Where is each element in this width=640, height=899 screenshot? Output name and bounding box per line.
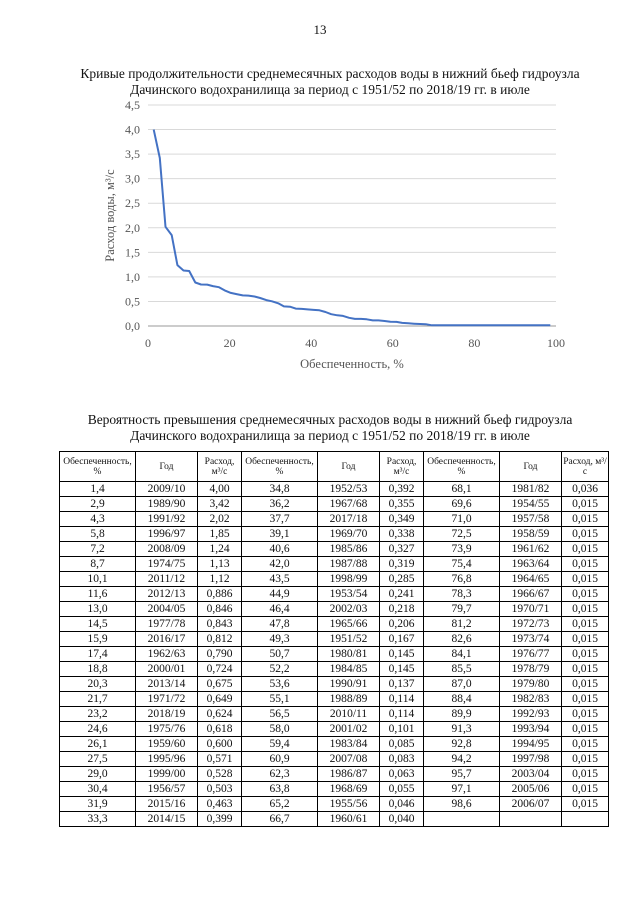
- table-cell: 0,463: [198, 797, 242, 812]
- table-cell: 0,503: [198, 782, 242, 797]
- table-cell: 56,5: [242, 707, 318, 722]
- x-tick-label: 100: [547, 336, 565, 350]
- table-cell: 0,015: [562, 617, 609, 632]
- table-cell: 63,8: [242, 782, 318, 797]
- table-cell: 1962/63: [136, 647, 198, 662]
- table-cell: 82,6: [424, 632, 500, 647]
- table-cell: 3,42: [198, 497, 242, 512]
- table-cell: 1997/98: [500, 752, 562, 767]
- table-cell: 0,846: [198, 602, 242, 617]
- table-cell: 1956/57: [136, 782, 198, 797]
- table-cell: 71,0: [424, 512, 500, 527]
- table-cell: 1963/64: [500, 557, 562, 572]
- table-cell: 75,4: [424, 557, 500, 572]
- table-cell: 8,7: [60, 557, 136, 572]
- table-cell: 98,6: [424, 797, 500, 812]
- table-cell: 0,015: [562, 572, 609, 587]
- table-cell: 0,015: [562, 662, 609, 677]
- table-row: [60, 767, 609, 782]
- table-cell: 2002/03: [318, 602, 380, 617]
- table-header-cell: Год: [500, 452, 562, 482]
- table-cell: 0,285: [380, 572, 424, 587]
- table-cell: 0,063: [380, 767, 424, 782]
- table-cell: 0,624: [198, 707, 242, 722]
- x-axis-label: Обеспеченность, %: [300, 357, 404, 371]
- table-cell: 0,206: [380, 617, 424, 632]
- table-cell: 44,9: [242, 587, 318, 602]
- table-cell: 62,3: [242, 767, 318, 782]
- table-cell: 36,2: [242, 497, 318, 512]
- table-cell: 46,4: [242, 602, 318, 617]
- table-row: [60, 572, 609, 587]
- table-cell: 0,241: [380, 587, 424, 602]
- table-row: [60, 497, 609, 512]
- table-cell: 53,6: [242, 677, 318, 692]
- table-cell: 0,015: [562, 737, 609, 752]
- table-cell: 0,145: [380, 662, 424, 677]
- table-cell: 52,2: [242, 662, 318, 677]
- table-cell: 84,1: [424, 647, 500, 662]
- table-row: [60, 692, 609, 707]
- table-cell: 0,218: [380, 602, 424, 617]
- table-row: [60, 527, 609, 542]
- table-cell: 1980/81: [318, 647, 380, 662]
- exceedance-table: [59, 451, 609, 827]
- table-cell: 1955/56: [318, 797, 380, 812]
- table-cell: 1954/55: [500, 497, 562, 512]
- table-cell: 1952/53: [318, 482, 380, 497]
- table-cell: 1973/74: [500, 632, 562, 647]
- table-cell: 1964/65: [500, 572, 562, 587]
- table-cell: 18,8: [60, 662, 136, 677]
- table-cell: 4,00: [198, 482, 242, 497]
- table-cell: 0,355: [380, 497, 424, 512]
- table-cell: 0,790: [198, 647, 242, 662]
- table-cell: 20,3: [60, 677, 136, 692]
- table-cell: 0,399: [198, 812, 242, 827]
- table-row: [60, 677, 609, 692]
- table-cell: 0,114: [380, 707, 424, 722]
- table-row: [60, 782, 609, 797]
- table-cell: 1966/67: [500, 587, 562, 602]
- table-cell: 2007/08: [318, 752, 380, 767]
- table-row: [60, 632, 609, 647]
- table-cell: 1988/89: [318, 692, 380, 707]
- table-cell: 1998/99: [318, 572, 380, 587]
- table-cell: 2013/14: [136, 677, 198, 692]
- table-cell: 2015/16: [136, 797, 198, 812]
- table-cell: 1,4: [60, 482, 136, 497]
- table-row: [60, 812, 609, 827]
- table-cell: 5,8: [60, 527, 136, 542]
- table-row: [60, 662, 609, 677]
- table-cell: 1958/59: [500, 527, 562, 542]
- y-tick-label: 4,5: [125, 98, 140, 112]
- table-cell: 1953/54: [318, 587, 380, 602]
- table-cell: 0,015: [562, 782, 609, 797]
- table-cell: 1972/73: [500, 617, 562, 632]
- table-cell: 1960/61: [318, 812, 380, 827]
- table-cell: 0,015: [562, 527, 609, 542]
- table-cell: 1,13: [198, 557, 242, 572]
- table-header-cell: Обеспеченность, %: [242, 452, 318, 482]
- table-cell: 1970/71: [500, 602, 562, 617]
- table-cell: 2003/04: [500, 767, 562, 782]
- table-cell: 78,3: [424, 587, 500, 602]
- table-cell: [562, 812, 609, 827]
- table-cell: 30,4: [60, 782, 136, 797]
- table-cell: 37,7: [242, 512, 318, 527]
- table-header-cell: Год: [318, 452, 380, 482]
- table-cell: 0,114: [380, 692, 424, 707]
- table-cell: 1989/90: [136, 497, 198, 512]
- table-cell: 0,040: [380, 812, 424, 827]
- table-header-cell: Расход, м³/с: [198, 452, 242, 482]
- y-tick-label: 2,5: [125, 196, 140, 211]
- table-cell: 1995/96: [136, 752, 198, 767]
- table-cell: 92,8: [424, 737, 500, 752]
- table-cell: 2011/12: [136, 572, 198, 587]
- table-cell: 1,12: [198, 572, 242, 587]
- table-cell: 1974/75: [136, 557, 198, 572]
- table-cell: 1975/76: [136, 722, 198, 737]
- table-cell: 0,349: [380, 512, 424, 527]
- table-cell: 0,137: [380, 677, 424, 692]
- y-tick-label: 4,0: [125, 122, 140, 137]
- table-cell: 7,2: [60, 542, 136, 557]
- table-cell: 79,7: [424, 602, 500, 617]
- table-cell: 34,8: [242, 482, 318, 497]
- table-cell: 0,015: [562, 557, 609, 572]
- table-cell: 1976/77: [500, 647, 562, 662]
- table-cell: 42,0: [242, 557, 318, 572]
- table-cell: 0,083: [380, 752, 424, 767]
- y-tick-label: 3,0: [125, 171, 140, 186]
- table-row: [60, 482, 609, 497]
- table-cell: 1,85: [198, 527, 242, 542]
- y-tick-label: 3,5: [125, 147, 140, 162]
- table-cell: 94,2: [424, 752, 500, 767]
- table-cell: 39,1: [242, 527, 318, 542]
- table-cell: 1961/62: [500, 542, 562, 557]
- table-cell: 0,649: [198, 692, 242, 707]
- table-cell: 0,015: [562, 767, 609, 782]
- table-cell: 1993/94: [500, 722, 562, 737]
- table-cell: 0,571: [198, 752, 242, 767]
- table-cell: 0,015: [562, 587, 609, 602]
- table-cell: 91,3: [424, 722, 500, 737]
- table-row: [60, 542, 609, 557]
- table-cell: 60,9: [242, 752, 318, 767]
- y-tick-label: 1,0: [125, 269, 140, 284]
- y-tick-label: 1,5: [125, 245, 140, 260]
- table-cell: 76,8: [424, 572, 500, 587]
- table-cell: 1968/69: [318, 782, 380, 797]
- table-cell: 2018/19: [136, 707, 198, 722]
- table-cell: 58,0: [242, 722, 318, 737]
- table-cell: 17,4: [60, 647, 136, 662]
- table-cell: 0,015: [562, 797, 609, 812]
- table-row: [60, 752, 609, 767]
- chart-title-line-2: Дачинского водохранилища за период с 1951/52 по 2018/19 гг. в июле: [130, 82, 530, 97]
- table-cell: 0,015: [562, 692, 609, 707]
- table-cell: 0,015: [562, 602, 609, 617]
- table-header-cell: Расход, м³/с: [380, 452, 424, 482]
- table-cell: 0,046: [380, 797, 424, 812]
- table-header-cell: Обеспеченность, %: [424, 452, 500, 482]
- table-cell: 0,886: [198, 587, 242, 602]
- table-cell: 2,9: [60, 497, 136, 512]
- table-cell: 0,015: [562, 722, 609, 737]
- table-header-cell: Расход, м³/с: [562, 452, 609, 482]
- table-cell: 2012/13: [136, 587, 198, 602]
- table-cell: 0,528: [198, 767, 242, 782]
- table-cell: 2005/06: [500, 782, 562, 797]
- x-tick-label: 40: [305, 336, 318, 350]
- table-cell: 73,9: [424, 542, 500, 557]
- table-cell: 68,1: [424, 482, 500, 497]
- table-row: [60, 797, 609, 812]
- table-row: [60, 512, 609, 527]
- x-tick-label: 60: [386, 336, 399, 350]
- table-cell: 81,2: [424, 617, 500, 632]
- table-cell: 0,015: [562, 512, 609, 527]
- x-tick-label: 20: [223, 336, 236, 350]
- table-row: [60, 602, 609, 617]
- table-title: [40, 412, 620, 444]
- x-tick-label: 0: [145, 336, 151, 350]
- table-cell: 0,015: [562, 632, 609, 647]
- table-cell: 33,3: [60, 812, 136, 827]
- table-cell: 13,0: [60, 602, 136, 617]
- table-row: [60, 722, 609, 737]
- table-row: [60, 587, 609, 602]
- table-cell: 2017/18: [318, 512, 380, 527]
- table-cell: 2016/17: [136, 632, 198, 647]
- table-cell: 10,1: [60, 572, 136, 587]
- table-cell: 0,338: [380, 527, 424, 542]
- table-cell: 2009/10: [136, 482, 198, 497]
- table-cell: 1991/92: [136, 512, 198, 527]
- table-cell: 97,1: [424, 782, 500, 797]
- table-cell: 0,145: [380, 647, 424, 662]
- table-cell: 26,1: [60, 737, 136, 752]
- table-row: [60, 737, 609, 752]
- y-tick-label: 0,0: [125, 319, 140, 333]
- table-cell: 0,015: [562, 677, 609, 692]
- table-cell: 1951/52: [318, 632, 380, 647]
- y-axis-label: Расход воды, м³/с: [103, 169, 117, 262]
- table-cell: 2006/07: [500, 797, 562, 812]
- page-number: 13: [313, 22, 327, 37]
- table-cell: 69,6: [424, 497, 500, 512]
- table-cell: 0,724: [198, 662, 242, 677]
- table-cell: 2,02: [198, 512, 242, 527]
- table-cell: 50,7: [242, 647, 318, 662]
- table-cell: 1996/97: [136, 527, 198, 542]
- table-cell: 0,600: [198, 737, 242, 752]
- table-cell: 1969/70: [318, 527, 380, 542]
- table-cell: 55,1: [242, 692, 318, 707]
- table-cell: 0,812: [198, 632, 242, 647]
- table-row: [60, 707, 609, 722]
- table-cell: 1986/87: [318, 767, 380, 782]
- table-cell: 2001/02: [318, 722, 380, 737]
- table-cell: [424, 812, 500, 827]
- table-cell: 0,015: [562, 497, 609, 512]
- table-cell: 1977/78: [136, 617, 198, 632]
- table-cell: 1990/91: [318, 677, 380, 692]
- table-cell: 2008/09: [136, 542, 198, 557]
- table-cell: 0,675: [198, 677, 242, 692]
- duration-curve-chart: [0, 0, 640, 400]
- table-cell: 1999/00: [136, 767, 198, 782]
- table-cell: 1981/82: [500, 482, 562, 497]
- chart-title-line-1: Кривые продолжительности среднемесячных расходов воды в нижний бьеф гидроузла: [80, 66, 580, 81]
- table-cell: 0,085: [380, 737, 424, 752]
- table-row: [60, 557, 609, 572]
- table-cell: 0,618: [198, 722, 242, 737]
- table-header-cell: Обеспеченность, %: [60, 452, 136, 482]
- table-cell: 14,5: [60, 617, 136, 632]
- table-cell: 89,9: [424, 707, 500, 722]
- table-cell: 87,0: [424, 677, 500, 692]
- table-row: [60, 617, 609, 632]
- table-cell: 0,036: [562, 482, 609, 497]
- table-cell: 29,0: [60, 767, 136, 782]
- table-cell: 85,5: [424, 662, 500, 677]
- table-header-row: [60, 452, 609, 482]
- table-cell: 0,167: [380, 632, 424, 647]
- table-cell: 1984/85: [318, 662, 380, 677]
- table-cell: 15,9: [60, 632, 136, 647]
- table-cell: 21,7: [60, 692, 136, 707]
- table-cell: 2014/15: [136, 812, 198, 827]
- table-cell: 59,4: [242, 737, 318, 752]
- y-tick-label: 2,0: [125, 220, 140, 235]
- table-cell: 1979/80: [500, 677, 562, 692]
- table-body: [60, 482, 609, 827]
- table-cell: 1971/72: [136, 692, 198, 707]
- table-cell: 1,24: [198, 542, 242, 557]
- table-cell: 43,5: [242, 572, 318, 587]
- table-cell: 2000/01: [136, 662, 198, 677]
- y-tick-label: 0,5: [125, 294, 140, 309]
- table-header-cell: Год: [136, 452, 198, 482]
- table-cell: 1978/79: [500, 662, 562, 677]
- table-cell: 0,319: [380, 557, 424, 572]
- table-cell: 1982/83: [500, 692, 562, 707]
- table-cell: 23,2: [60, 707, 136, 722]
- x-tick-label: 80: [468, 336, 481, 350]
- table-cell: 1992/93: [500, 707, 562, 722]
- table-cell: 1959/60: [136, 737, 198, 752]
- table-cell: 2010/11: [318, 707, 380, 722]
- table-cell: 0,101: [380, 722, 424, 737]
- table-cell: 49,3: [242, 632, 318, 647]
- table-cell: 72,5: [424, 527, 500, 542]
- table-cell: 65,2: [242, 797, 318, 812]
- table-cell: 4,3: [60, 512, 136, 527]
- table-cell: 0,392: [380, 482, 424, 497]
- table-cell: 95,7: [424, 767, 500, 782]
- table-cell: 24,6: [60, 722, 136, 737]
- table-cell: 66,7: [242, 812, 318, 827]
- table-cell: 27,5: [60, 752, 136, 767]
- table-cell: 1994/95: [500, 737, 562, 752]
- table-row: [60, 647, 609, 662]
- table-title-line-1: Вероятность превышения среднемесячных расходов воды в нижний бьеф гидроузла: [87, 412, 573, 427]
- table-cell: 1957/58: [500, 512, 562, 527]
- table-cell: 47,8: [242, 617, 318, 632]
- table-cell: 1983/84: [318, 737, 380, 752]
- table-cell: 2004/05: [136, 602, 198, 617]
- table-cell: 1987/88: [318, 557, 380, 572]
- table-cell: 0,015: [562, 752, 609, 767]
- table-cell: 0,015: [562, 647, 609, 662]
- table-cell: 31,9: [60, 797, 136, 812]
- table-cell: [500, 812, 562, 827]
- table-cell: 11,6: [60, 587, 136, 602]
- table-cell: 1967/68: [318, 497, 380, 512]
- table-cell: 0,015: [562, 542, 609, 557]
- table-cell: 1985/86: [318, 542, 380, 557]
- table-cell: 0,843: [198, 617, 242, 632]
- table-cell: 88,4: [424, 692, 500, 707]
- table-cell: 40,6: [242, 542, 318, 557]
- table-cell: 1965/66: [318, 617, 380, 632]
- table-cell: 0,015: [562, 707, 609, 722]
- table-cell: 0,327: [380, 542, 424, 557]
- table-cell: 0,055: [380, 782, 424, 797]
- table-title-line-2: Дачинского водохранилища за период с 1951/52 по 2018/19 гг. в июле: [130, 428, 530, 443]
